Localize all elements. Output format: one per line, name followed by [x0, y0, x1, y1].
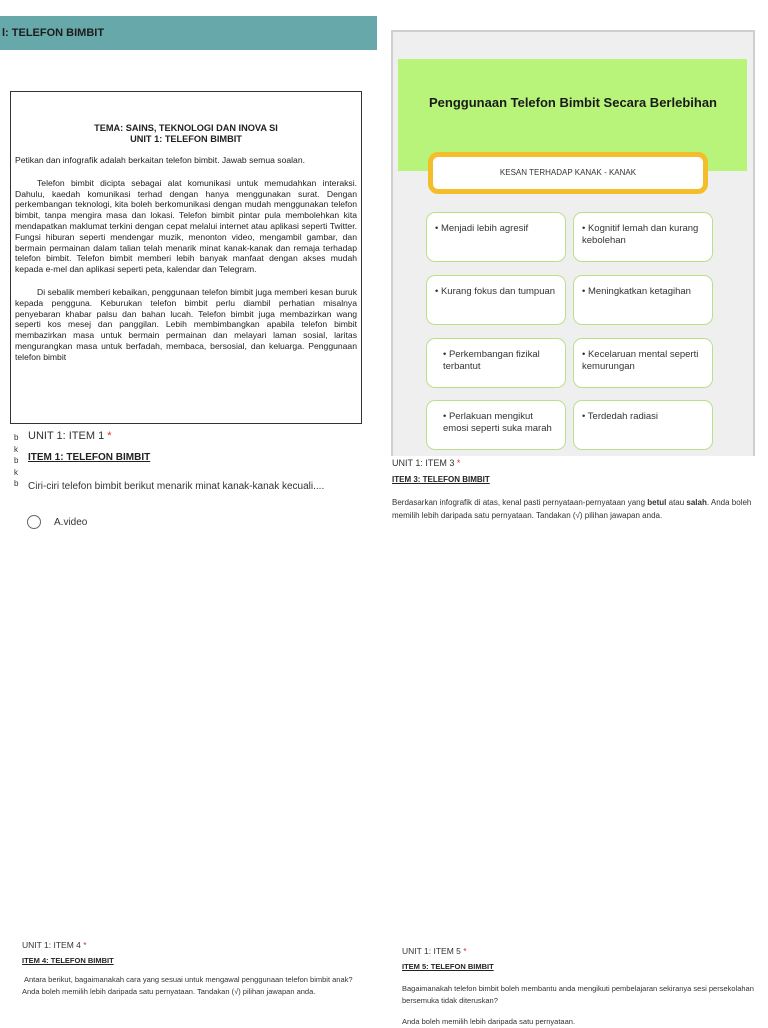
effect-card: • Meningkatkan ketagihan — [573, 275, 713, 325]
required-mark: * — [83, 940, 87, 950]
infographic-subtitle: KESAN TERHADAP KANAK - KANAK — [428, 152, 708, 194]
question-3-card — [392, 458, 762, 522]
question-5-card — [402, 946, 764, 1028]
effect-card: • Terdedah radiasi — [573, 400, 713, 450]
question-3-text — [392, 496, 762, 522]
question-5-subheading: ITEM 5: TELEFON BIMBIT — [402, 962, 494, 971]
edge-letter: b — [14, 433, 19, 442]
question-5-instruction: Anda boleh memilih lebih daripada satu pernyataan. — [402, 1017, 576, 1026]
question-3-text-part: . Anda boleh memilih lebih daripada satu pernyataan. Tandakan (√) pilihan jawapan anda. — [392, 498, 752, 520]
question-1-text: Ciri-ciri telefon bimbit berikut menarik minat kanak-kanak kecuali.... — [28, 481, 325, 492]
clipped-edge-letters — [14, 432, 18, 490]
question-1-card — [10, 424, 380, 504]
effect-card: • Kognitif lemah dan kurang kebolehan — [573, 212, 713, 262]
unit-banner — [0, 16, 377, 50]
keyword-betul: betul — [647, 498, 667, 507]
question-5-text: Bagaimanakah telefon bimbit boleh membantu anda mengikuti pembelajaran sekiranya sesi persekolahan bersemuka tidak diteruskan? — [402, 984, 754, 1005]
question-1-option-a[interactable] — [27, 515, 87, 529]
question-5-heading — [402, 946, 764, 956]
question-1-subheading: ITEM 1: TELEFON BIMBIT — [28, 452, 151, 463]
required-mark: * — [107, 430, 112, 442]
edge-letter: b — [14, 456, 19, 465]
effect-card: • Perlakuan mengikut emosi seperti suka marah — [426, 400, 566, 450]
passage-paragraph-2: Di sebalik memberi kebaikan, penggunaan telefon bimbit juga memberi kesan buruk kepada pengguna. Keburukan telefon bimbit perlu diambil perhatian misalnya penyebaran khabar palsu dan bahan lucah. Telefon bimbit juga membazirkan wang seperti kos mesej dan panggilan. Lebih membimbangkan apabila telefon bimbit membazirkan masa untuk bermain permainan dan melayari laman sosial, laritas mengurangkan masa untuk berfadah, membaca, bersosial, dan keluarga. Penggunaan telefon bimbit — [15, 286, 357, 362]
passage-theme: TEMA: SAINS, TEKNOLOGI DAN INOVA SI — [94, 123, 278, 133]
question-4-instruction: Anda boleh memilih lebih daripada satu pernyataan. Tandakan (√) pilihan jawapan anda. — [22, 987, 316, 996]
effect-card: • Perkembangan fizikal terbantut — [426, 338, 566, 388]
question-3-text-part: Berdasarkan infografik di atas, kenal pasti pernyataan-pernyataan yang — [392, 498, 648, 507]
question-4-heading-text: UNIT 1: ITEM 4 — [22, 940, 81, 950]
effect-card: • Kecelaruan mental seperti kemurungan — [573, 338, 713, 388]
passage-intro: Petikan dan infografik adalah berkaitan telefon bimbit. Jawab semua soalan. — [15, 155, 305, 165]
passage-document — [10, 91, 362, 424]
keyword-salah: salah — [686, 498, 707, 507]
required-mark: * — [456, 458, 461, 468]
question-3-subheading: ITEM 3: TELEFON BIMBIT — [392, 475, 490, 484]
infographic — [391, 30, 755, 456]
question-5-heading-text: UNIT 1: ITEM 5 — [402, 946, 461, 956]
question-3-heading — [392, 458, 762, 468]
effect-card: • Kurang fokus dan tumpuan — [426, 275, 566, 325]
radio-button[interactable] — [27, 515, 41, 529]
option-a-label: A.video — [54, 516, 88, 528]
question-4-card — [22, 940, 372, 998]
edge-letter: k — [14, 444, 18, 454]
question-1-heading — [28, 430, 112, 442]
question-4-text: Antara berikut, bagaimanakah cara yang sesuai untuk mengawal penggunaan telefon bimbit anak? — [24, 975, 353, 984]
passage-paragraph-1: Telefon bimbit dicipta sebagai alat komunikasi untuk memudahkan interaksi. Dahulu, kaedah komunikasi terhad dengan hanya menggunakan surat. Dengan perkembangan teknologi, kita boleh berkomunikasi dengan mudah menggunakan telefon bimbit, tanpa mengira masa dan lokasi. Telefon bimbit pintar pula membolehkan kita mendapatkan maklumat terkini dengan cepat melalui internet atau aplikasi seperti Twitter. Fungsi hiburan seperti mendengar muzik, menonton video, mengambil gambar, dan bermain permainan dalam talian telah menarik minat kanak-kanak dan remaja terhadap telefon bimbit. Telefon bimbit memberi lebih banyak manfaat dengan akses mudah kepada e-mel dan aplikasi seperti peta, kalendar dan Telegram. — [15, 177, 357, 275]
passage-unit-title: UNIT 1: TELEFON BIMBIT — [130, 134, 242, 144]
question-4-heading — [22, 940, 372, 950]
effect-card: • Menjadi lebih agresif — [426, 212, 566, 262]
question-3-heading-text: UNIT 1: ITEM 3 — [392, 458, 455, 468]
infographic-title: Penggunaan Telefon Bimbit Secara Berlebihan — [429, 95, 717, 110]
edge-letter: b — [14, 479, 19, 488]
required-mark: * — [463, 946, 467, 956]
question-1-heading-text: UNIT 1: ITEM 1 — [28, 430, 105, 442]
edge-letter: k — [14, 467, 18, 477]
question-3-text-part: atau — [666, 498, 687, 507]
unit-banner-title: l: TELEFON BIMBIT — [2, 27, 105, 39]
question-4-subheading: ITEM 4: TELEFON BIMBIT — [22, 956, 114, 965]
